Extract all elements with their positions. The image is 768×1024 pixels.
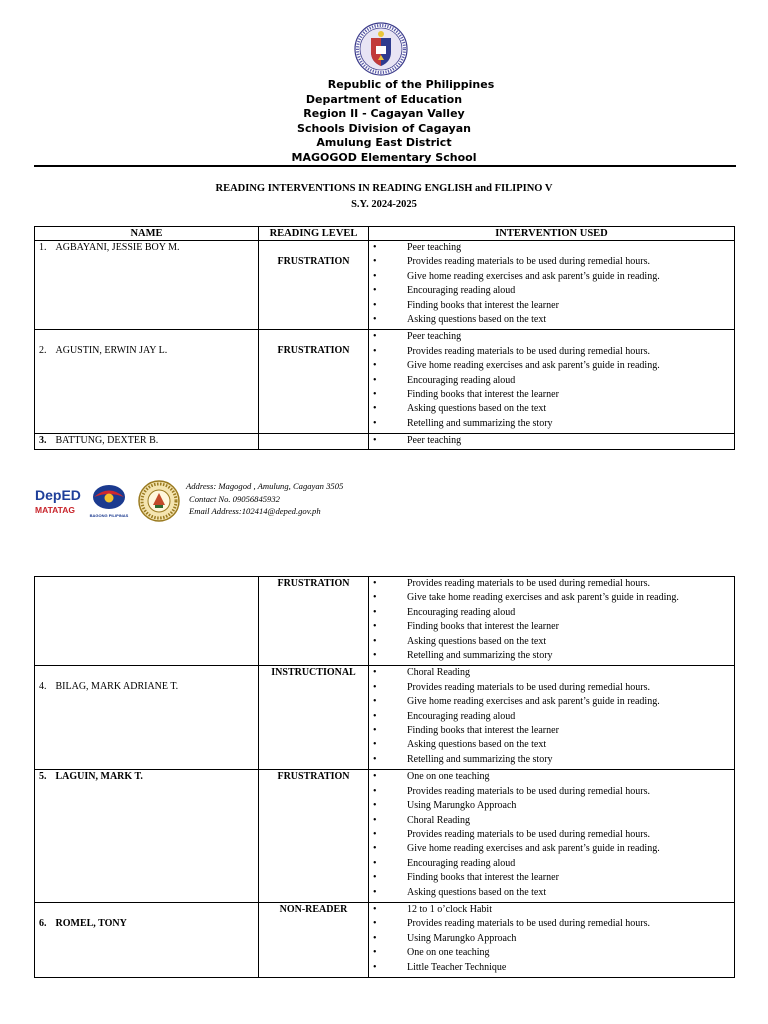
bullet-icon: • bbox=[373, 785, 377, 797]
reading-level-cell bbox=[259, 434, 369, 449]
intervention-item bbox=[369, 785, 734, 799]
bullet-icon: • bbox=[373, 606, 377, 618]
intervention-text: Encouraging reading aloud bbox=[407, 285, 516, 297]
intervention-text: One on one teaching bbox=[407, 771, 490, 783]
intervention-text: Encouraging reading aloud bbox=[407, 606, 516, 618]
student-name: AGBAYANI, JESSIE BOY M. bbox=[55, 242, 180, 253]
intervention-text: Provides reading materials to be used during remedial hours. bbox=[407, 345, 650, 357]
intervention-item bbox=[369, 284, 734, 298]
intervention-text: Provides reading materials to be used during remedial hours. bbox=[407, 681, 650, 693]
column-header-reading-level: READING LEVEL bbox=[259, 227, 369, 241]
reading-level-cell bbox=[259, 577, 369, 666]
intervention-item bbox=[369, 299, 734, 313]
bullet-icon: • bbox=[373, 374, 377, 386]
intervention-text: Using Marungko Approach bbox=[407, 932, 517, 944]
letterhead-department: Department of Education bbox=[305, 92, 463, 106]
intervention-text: Retelling and summarizing the story bbox=[407, 417, 553, 429]
deped-seal-icon bbox=[354, 22, 408, 76]
intervention-item bbox=[369, 388, 734, 402]
intervention-item bbox=[369, 270, 734, 284]
bullet-icon: • bbox=[373, 932, 377, 944]
bullet-icon: • bbox=[373, 270, 377, 282]
intervention-item bbox=[369, 828, 734, 842]
table-row bbox=[35, 666, 735, 770]
bullet-icon: • bbox=[373, 857, 377, 869]
table-header-row bbox=[35, 227, 735, 241]
letterhead-district: Amulung East District bbox=[316, 136, 452, 150]
student-name-cell bbox=[35, 241, 259, 330]
intervention-item bbox=[369, 620, 734, 634]
bullet-icon: • bbox=[373, 828, 377, 840]
bullet-icon: • bbox=[373, 435, 377, 447]
address-text: Address: Magogod , Amulung, Cagayan 3505 bbox=[186, 481, 344, 491]
bullet-icon: • bbox=[373, 886, 377, 898]
student-name-cell bbox=[35, 902, 259, 977]
bullet-icon: • bbox=[373, 771, 377, 783]
bullet-icon: • bbox=[373, 285, 377, 297]
student-name: BILAG, MARK ADRIANE T. bbox=[55, 681, 179, 693]
reading-level: FRUSTRATION bbox=[277, 578, 350, 589]
intervention-list bbox=[369, 666, 734, 769]
interventions-cell bbox=[369, 770, 735, 903]
intervention-text: Asking questions based on the text bbox=[407, 739, 547, 751]
header-divider bbox=[34, 165, 736, 167]
student-number: 5. bbox=[39, 771, 47, 783]
intervention-item bbox=[369, 666, 734, 680]
reading-level: FRUSTRATION bbox=[277, 345, 350, 357]
student-name-cell bbox=[35, 577, 259, 666]
intervention-item bbox=[369, 770, 734, 784]
intervention-item bbox=[369, 903, 734, 917]
intervention-text: Retelling and summarizing the story bbox=[407, 753, 553, 765]
intervention-item bbox=[369, 417, 734, 431]
intervention-list bbox=[369, 330, 734, 433]
student-number: 6. bbox=[39, 917, 47, 929]
table-row bbox=[35, 330, 735, 434]
intervention-text: Finding books that interest the learner bbox=[407, 725, 559, 737]
intervention-item bbox=[369, 738, 734, 752]
reading-level-cell bbox=[259, 330, 369, 434]
bullet-icon: • bbox=[373, 345, 377, 357]
bullet-icon: • bbox=[373, 592, 377, 604]
interventions-table-page-1 bbox=[34, 226, 735, 450]
intervention-item bbox=[369, 313, 734, 327]
intervention-text: Peer teaching bbox=[407, 331, 462, 343]
bullet-icon: • bbox=[373, 739, 377, 751]
bullet-icon: • bbox=[373, 843, 377, 855]
intervention-text: Finding books that interest the learner bbox=[407, 621, 559, 633]
intervention-item bbox=[369, 591, 734, 605]
student-name-cell bbox=[35, 434, 259, 449]
intervention-text: Asking questions based on the text bbox=[407, 314, 547, 326]
intervention-text: Little Teacher Technique bbox=[407, 961, 507, 973]
student-name: ROMEL, TONY bbox=[55, 917, 127, 929]
intervention-text: Choral Reading bbox=[407, 667, 471, 679]
column-header-intervention: INTERVENTION USED bbox=[369, 227, 735, 241]
bullet-icon: • bbox=[373, 681, 377, 693]
bullet-icon: • bbox=[373, 256, 377, 268]
school-seal-icon bbox=[138, 480, 180, 522]
letterhead-region: Region II - Cagayan Valley bbox=[303, 107, 465, 121]
intervention-item bbox=[369, 710, 734, 724]
intervention-item bbox=[369, 359, 734, 373]
intervention-list bbox=[369, 434, 734, 448]
bullet-icon: • bbox=[373, 710, 377, 722]
intervention-text: Peer teaching bbox=[407, 435, 462, 447]
bullet-icon: • bbox=[373, 242, 377, 253]
intervention-text: Finding books that interest the learner bbox=[407, 389, 559, 401]
bullet-icon: • bbox=[373, 961, 377, 973]
intervention-text: Provides reading materials to be used during remedial hours. bbox=[407, 578, 650, 589]
table-row bbox=[35, 902, 735, 977]
bullet-icon: • bbox=[373, 753, 377, 765]
intervention-text: Give home reading exercises and ask parent’s guide in reading. bbox=[407, 843, 660, 855]
intervention-text: Encouraging reading aloud bbox=[407, 857, 516, 869]
intervention-text: Choral Reading bbox=[407, 814, 471, 826]
deped-matatag-logo bbox=[34, 484, 86, 518]
intervention-item bbox=[369, 961, 734, 975]
intervention-item bbox=[369, 606, 734, 620]
interventions-cell bbox=[369, 241, 735, 330]
reading-level-cell bbox=[259, 666, 369, 770]
table-row bbox=[35, 241, 735, 330]
intervention-text: Finding books that interest the learner bbox=[407, 872, 559, 884]
intervention-text: Asking questions based on the text bbox=[407, 635, 547, 647]
intervention-list bbox=[369, 903, 734, 977]
student-name: BATTUNG, DEXTER B. bbox=[55, 435, 159, 447]
intervention-item bbox=[369, 649, 734, 663]
intervention-item bbox=[369, 842, 734, 856]
student-name-cell bbox=[35, 666, 259, 770]
letterhead bbox=[0, 78, 768, 166]
student-name-cell bbox=[35, 770, 259, 903]
reading-level-cell bbox=[259, 902, 369, 977]
letterhead-division: Schools Division of Cagayan bbox=[297, 121, 471, 135]
matatag-text: MATATAG bbox=[35, 505, 75, 515]
intervention-item bbox=[369, 681, 734, 695]
intervention-item bbox=[369, 814, 734, 828]
deped-logo-text: DepED bbox=[35, 487, 81, 503]
document-title: READING INTERVENTIONS IN READING ENGLISH and FILIPINO V bbox=[215, 183, 553, 194]
interventions-cell bbox=[369, 666, 735, 770]
bagong-pilipinas-text: BAGONG PILIPINAS bbox=[89, 513, 129, 518]
intervention-text: One on one teaching bbox=[407, 947, 490, 959]
bullet-icon: • bbox=[373, 947, 377, 959]
intervention-text: Provides reading materials to be used during remedial hours. bbox=[407, 918, 650, 930]
bagong-pilipinas-logo bbox=[86, 482, 132, 520]
student-number: 2. bbox=[39, 345, 47, 357]
intervention-list bbox=[369, 577, 734, 665]
intervention-text: Finding books that interest the learner bbox=[407, 299, 559, 311]
bullet-icon: • bbox=[373, 725, 377, 737]
student-number: 4. bbox=[39, 681, 47, 693]
intervention-item bbox=[369, 946, 734, 960]
student-number: 3. bbox=[39, 435, 47, 447]
intervention-item bbox=[369, 695, 734, 709]
intervention-item bbox=[369, 434, 734, 448]
intervention-item bbox=[369, 917, 734, 931]
intervention-text: Provides reading materials to be used during remedial hours. bbox=[407, 785, 650, 797]
bullet-icon: • bbox=[373, 814, 377, 826]
school-year: S.Y. 2024-2025 bbox=[351, 199, 417, 210]
bullet-icon: • bbox=[373, 360, 377, 372]
bullet-icon: • bbox=[373, 621, 377, 633]
intervention-item bbox=[369, 886, 734, 900]
intervention-text: Retelling and summarizing the story bbox=[407, 650, 553, 662]
letterhead-school: MAGOGOD Elementary School bbox=[291, 150, 477, 164]
intervention-text: Encouraging reading aloud bbox=[407, 710, 516, 722]
reading-level: NON-READER bbox=[279, 903, 348, 915]
intervention-text: Give take home reading exercises and ask parent’s guide in reading. bbox=[407, 592, 679, 604]
intervention-list bbox=[369, 770, 734, 902]
intervention-item bbox=[369, 635, 734, 649]
column-header-name: NAME bbox=[35, 227, 259, 241]
bullet-icon: • bbox=[373, 389, 377, 401]
reading-level: FRUSTRATION bbox=[277, 771, 350, 783]
intervention-text: 12 to 1 o’clock Habit bbox=[407, 903, 492, 915]
intervention-text: Give home reading exercises and ask parent’s guide in reading. bbox=[407, 270, 660, 282]
intervention-item bbox=[369, 871, 734, 885]
reading-level-cell bbox=[259, 770, 369, 903]
interventions-cell bbox=[369, 434, 735, 449]
bullet-icon: • bbox=[373, 314, 377, 326]
intervention-text: Encouraging reading aloud bbox=[407, 374, 516, 386]
table-row bbox=[35, 434, 735, 449]
student-name-cell bbox=[35, 330, 259, 434]
bullet-icon: • bbox=[373, 667, 377, 679]
intervention-text: Give home reading exercises and ask parent’s guide in reading. bbox=[407, 360, 660, 372]
bullet-icon: • bbox=[373, 417, 377, 429]
reading-level: FRUSTRATION bbox=[277, 256, 350, 267]
bullet-icon: • bbox=[373, 403, 377, 415]
bullet-icon: • bbox=[373, 918, 377, 930]
interventions-cell bbox=[369, 330, 735, 434]
bullet-icon: • bbox=[373, 635, 377, 647]
student-name: LAGUIN, MARK T. bbox=[55, 771, 143, 783]
contact-details bbox=[186, 480, 343, 518]
intervention-text: Provides reading materials to be used during remedial hours. bbox=[407, 828, 650, 840]
intervention-item bbox=[369, 374, 734, 388]
intervention-list bbox=[369, 241, 734, 329]
email-text: Email Address:102414@deped.gov.ph bbox=[189, 506, 321, 517]
bullet-icon: • bbox=[373, 331, 377, 343]
bullet-icon: • bbox=[373, 800, 377, 812]
reading-level-cell bbox=[259, 241, 369, 330]
bullet-icon: • bbox=[373, 578, 377, 589]
intervention-item bbox=[369, 857, 734, 871]
table-row bbox=[35, 770, 735, 903]
student-name: AGUSTIN, ERWIN JAY L. bbox=[55, 345, 168, 357]
bullet-icon: • bbox=[373, 872, 377, 884]
reading-level: INSTRUCTIONAL bbox=[271, 667, 356, 679]
intervention-item bbox=[369, 345, 734, 359]
intervention-text: Provides reading materials to be used during remedial hours. bbox=[407, 256, 650, 268]
bullet-icon: • bbox=[373, 696, 377, 708]
intervention-item bbox=[369, 330, 734, 344]
intervention-item bbox=[369, 932, 734, 946]
intervention-item bbox=[369, 753, 734, 767]
intervention-item bbox=[369, 577, 734, 591]
interventions-cell bbox=[369, 577, 735, 666]
bullet-icon: • bbox=[373, 650, 377, 662]
intervention-item bbox=[369, 724, 734, 738]
intervention-item bbox=[369, 799, 734, 813]
intervention-text: Using Marungko Approach bbox=[407, 800, 517, 812]
table-row bbox=[35, 577, 735, 666]
interventions-table-page-2 bbox=[34, 576, 735, 978]
contact-number-text: Contact No. 09056845932 bbox=[189, 493, 280, 504]
bullet-icon: • bbox=[373, 903, 377, 915]
document-title-block bbox=[0, 181, 768, 213]
student-number: 1. bbox=[39, 242, 47, 253]
intervention-text: Give home reading exercises and ask parent’s guide in reading. bbox=[407, 696, 660, 708]
intervention-item bbox=[369, 241, 734, 255]
page-footer bbox=[34, 478, 434, 524]
letterhead-republic: Republic of the Philippines bbox=[327, 78, 495, 91]
intervention-text: Asking questions based on the text bbox=[407, 886, 547, 898]
intervention-item bbox=[369, 402, 734, 416]
intervention-item bbox=[369, 255, 734, 269]
interventions-cell bbox=[369, 902, 735, 977]
intervention-text: Peer teaching bbox=[407, 242, 462, 253]
intervention-text: Asking questions based on the text bbox=[407, 403, 547, 415]
bullet-icon: • bbox=[373, 299, 377, 311]
